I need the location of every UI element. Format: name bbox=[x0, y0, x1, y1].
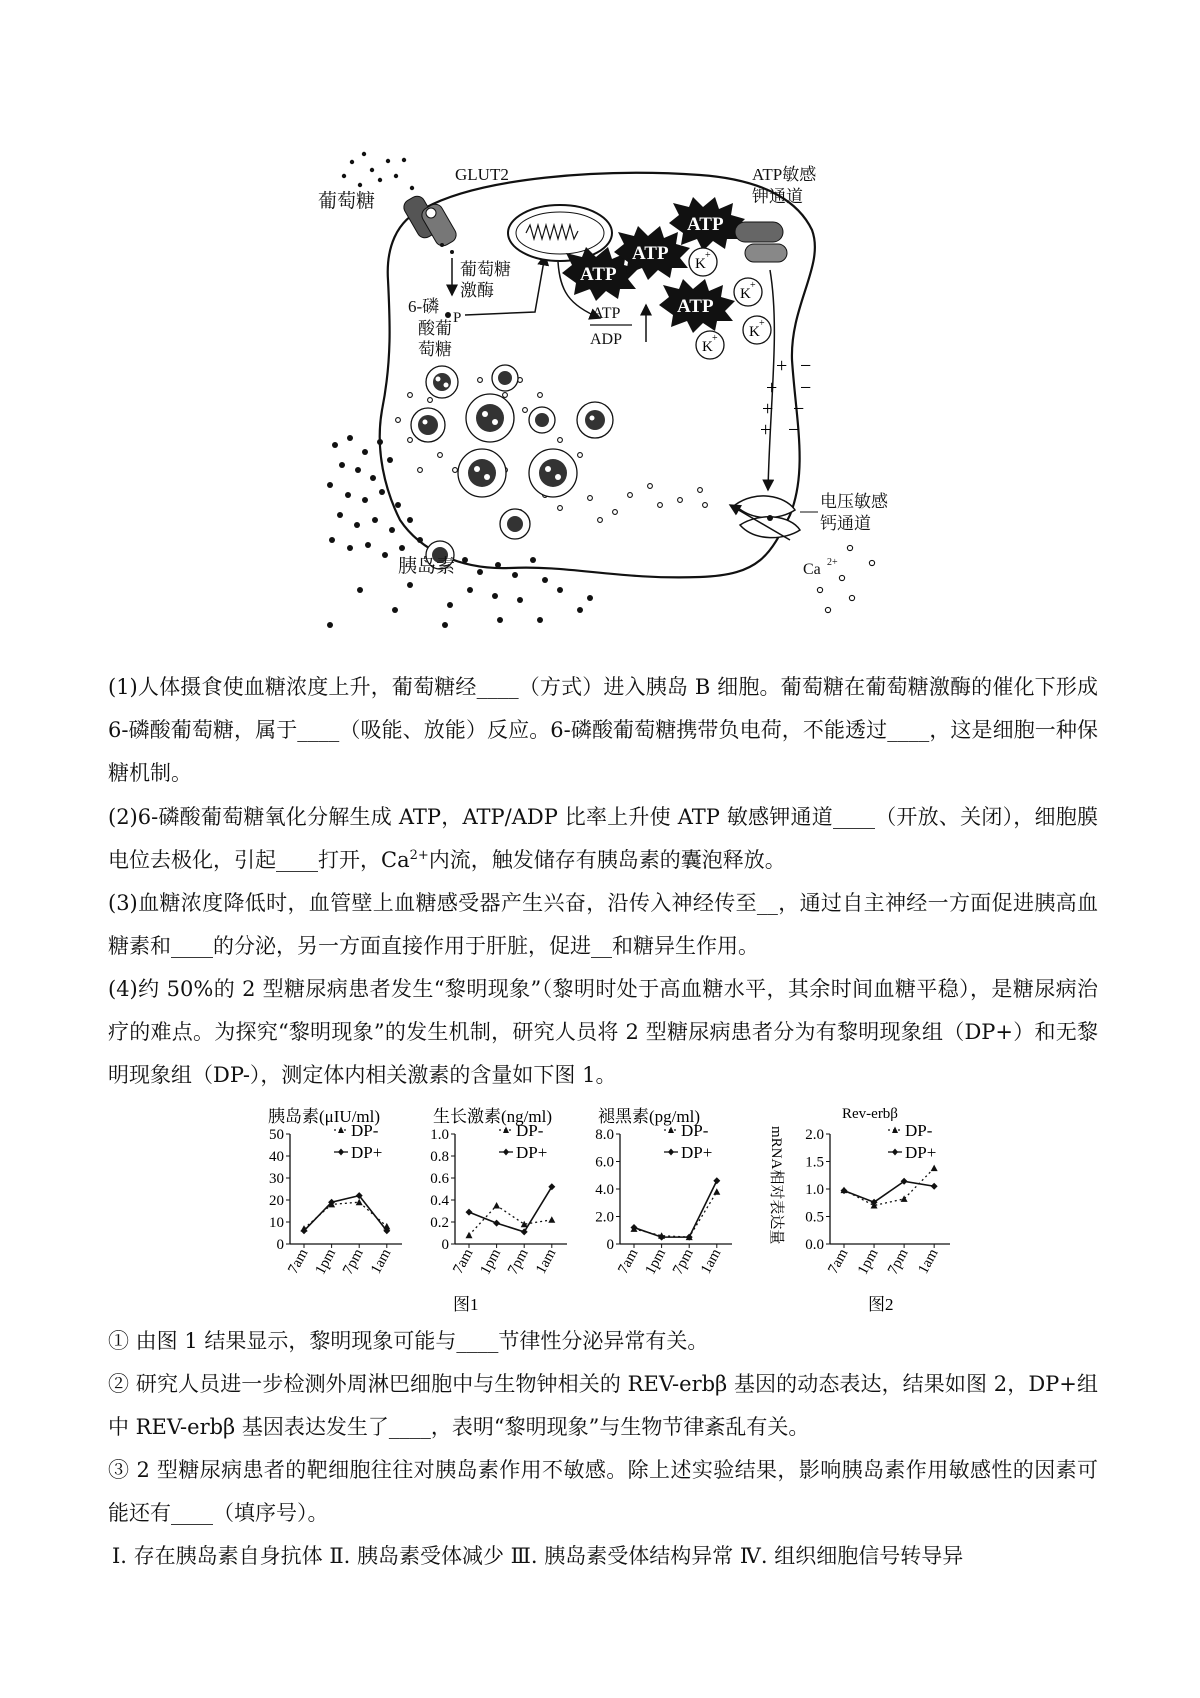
k-ion-4 bbox=[696, 331, 724, 359]
y-tick-label: 8.0 bbox=[595, 1127, 614, 1143]
x-tick-label: 1pm bbox=[477, 1246, 505, 1278]
y-tick-label: 0 bbox=[606, 1237, 614, 1253]
x-tick-label: 7pm bbox=[884, 1246, 912, 1278]
atp-text: ATP bbox=[677, 296, 714, 317]
k-ion-text: K bbox=[749, 324, 760, 340]
minus-sign: − bbox=[793, 398, 805, 420]
plus-sign: + bbox=[760, 419, 772, 441]
atp-text: ATP bbox=[632, 243, 669, 264]
series-line-DP- bbox=[469, 1206, 552, 1236]
data-point-diamond bbox=[493, 1220, 500, 1227]
x-tick-label: 7am bbox=[450, 1246, 477, 1277]
x-tick-label: 1am bbox=[368, 1246, 395, 1277]
hexokinase-label-1: 葡萄糖 bbox=[460, 260, 511, 279]
x-tick-label: 7pm bbox=[505, 1246, 532, 1278]
katp-channel bbox=[735, 222, 787, 262]
y-tick-label: 0.2 bbox=[430, 1215, 449, 1231]
figure-charts bbox=[0, 1100, 1200, 1320]
data-point-diamond bbox=[713, 1177, 720, 1184]
insulin-label: 胰岛素 bbox=[398, 556, 456, 577]
glut2-transporter bbox=[401, 193, 459, 248]
question-1: (1)人体摄食使血糖浓度上升，葡萄糖经____（方式）进入胰岛 B 细胞。葡萄糖在葡萄糖激酶的催化下形成 6-磷酸葡萄糖，属于____（吸能、放能）反应。6-磷酸葡萄糖携带负电荷，不能透过____，这是细胞一种保糖机制。 bbox=[108, 675, 1098, 785]
plus-sign: + bbox=[766, 377, 778, 399]
y-tick-label: 0.5 bbox=[805, 1209, 824, 1226]
k-ion-text: K bbox=[695, 256, 706, 272]
y-tick-label: 4.0 bbox=[595, 1182, 614, 1198]
y-axis-label: mRNA相对表达量 bbox=[768, 1126, 784, 1245]
k-ion-sup: + bbox=[750, 280, 756, 291]
hexokinase-label-2: 激酶 bbox=[460, 281, 494, 300]
question-2 bbox=[108, 796, 1098, 882]
legend-label: DP+ bbox=[905, 1143, 937, 1162]
answer-options: Ⅰ. 存在胰岛素自身抗体 Ⅱ. 胰岛素受体减少 Ⅲ. 胰岛素受体结构异常 Ⅳ. 组织细胞信号转导异 bbox=[112, 1544, 964, 1568]
k-ion-2 bbox=[734, 278, 762, 306]
x-tick-label: 1pm bbox=[312, 1246, 340, 1278]
k-ion-sup: + bbox=[705, 250, 711, 261]
figure-2-caption: 图2 bbox=[868, 1295, 894, 1314]
ca-channel-label-2: 钙通道 bbox=[820, 514, 871, 533]
legend-marker bbox=[892, 1149, 898, 1156]
data-point-diamond bbox=[521, 1228, 528, 1235]
y-tick-label: 1.0 bbox=[805, 1182, 824, 1198]
ca-ion-sup: 2+ bbox=[827, 557, 838, 568]
series-line-DP+ bbox=[304, 1196, 387, 1231]
legend-label: DP+ bbox=[516, 1143, 548, 1162]
series-line-DP+ bbox=[844, 1181, 934, 1202]
legend-label: DP- bbox=[516, 1121, 544, 1140]
question-4: (4)约 50%的 2 型糖尿病患者发生“黎明现象”（黎明时处于高血糖水平，其余时间血糖平稳），是糖尿病治疗的难点。为探究“黎明现象”的发生机制，研究人员将 2 型糖尿病患者分为有黎明现象组（DP+）和无黎明现象组（DP-），测定体内相关激素的含量如下图 1。 bbox=[108, 977, 1098, 1087]
beta-cell-diagram bbox=[0, 0, 1200, 650]
katp-label-2: 钾通道 bbox=[752, 187, 803, 206]
y-tick-label: 2.0 bbox=[595, 1209, 614, 1226]
membrane-charges bbox=[760, 355, 811, 441]
x-tick-label: 7am bbox=[825, 1246, 852, 1277]
x-tick-label: 7pm bbox=[340, 1246, 367, 1278]
legend-marker bbox=[503, 1149, 509, 1156]
mitochondrion bbox=[508, 205, 612, 261]
atp-text: ATP bbox=[580, 264, 617, 285]
series-line-DP+ bbox=[469, 1187, 552, 1232]
question-2-text-b: 内流，触发储存有胰岛素的囊泡释放。 bbox=[428, 848, 786, 872]
legend-label: DP- bbox=[681, 1121, 709, 1140]
y-tick-label: 0.8 bbox=[430, 1149, 449, 1165]
data-point-diamond bbox=[466, 1209, 473, 1216]
chart-title: 褪黑素(pg/ml) bbox=[598, 1107, 700, 1126]
sub-question-1: ① 由图 1 结果显示，黎明现象可能与____节律性分泌异常有关。 bbox=[108, 1329, 709, 1353]
k-ion-3 bbox=[743, 316, 771, 344]
x-tick-label: 7am bbox=[615, 1246, 642, 1277]
g6p-label-3: 萄糖 bbox=[418, 340, 452, 359]
chart-title: Rev-erbβ bbox=[842, 1106, 898, 1122]
x-tick-label: 1pm bbox=[854, 1246, 882, 1278]
y-tick-label: 10 bbox=[269, 1215, 284, 1231]
phosphate-dot bbox=[445, 312, 451, 318]
y-tick-label: 1.0 bbox=[430, 1127, 449, 1143]
minus-sign: − bbox=[800, 377, 812, 399]
data-point-triangle bbox=[901, 1195, 908, 1202]
y-tick-label: 0 bbox=[276, 1237, 284, 1253]
glut2-label: GLUT2 bbox=[455, 165, 509, 184]
x-tick-label: 1am bbox=[698, 1246, 725, 1277]
g6p-label-2: 酸葡 bbox=[418, 319, 452, 338]
legend-marker bbox=[668, 1127, 674, 1134]
legend-label: DP+ bbox=[351, 1143, 383, 1162]
y-tick-label: 0.0 bbox=[805, 1237, 824, 1253]
plus-sign: + bbox=[776, 355, 788, 377]
question-3: (3)血糖浓度降低时，血管壁上血糖感受器产生兴奋，沿传入神经传至__，通过自主神经一方面促进胰高血糖素和____的分泌，另一方面直接作用于肝脏，促进__和糖异生作用。 bbox=[108, 891, 1098, 958]
y-tick-label: 2.0 bbox=[805, 1127, 824, 1143]
x-tick-label: 1am bbox=[533, 1246, 560, 1277]
y-tick-label: 0.6 bbox=[430, 1171, 449, 1187]
legend-marker bbox=[338, 1127, 344, 1134]
figure-1-caption: 图1 bbox=[453, 1295, 479, 1314]
minus-sign: − bbox=[800, 355, 812, 377]
y-tick-label: 30 bbox=[269, 1171, 284, 1187]
series-line-DP- bbox=[844, 1168, 934, 1205]
legend-marker bbox=[892, 1127, 898, 1134]
atp-starburst-3 bbox=[669, 197, 745, 251]
x-tick-label: 1am bbox=[915, 1246, 942, 1277]
ratio-bottom: ADP bbox=[590, 331, 623, 348]
data-point-diamond bbox=[548, 1183, 555, 1190]
k-ion-text: K bbox=[740, 286, 751, 302]
legend-marker bbox=[668, 1149, 674, 1156]
legend-label: DP- bbox=[351, 1121, 379, 1140]
ca-channel-label-1: 电压敏感 bbox=[820, 492, 888, 511]
y-tick-label: 6.0 bbox=[595, 1154, 614, 1171]
data-point-triangle bbox=[713, 1188, 720, 1195]
data-point-diamond bbox=[931, 1183, 938, 1190]
data-point-triangle bbox=[548, 1216, 555, 1223]
data-point-triangle bbox=[493, 1202, 500, 1209]
katp-label-1: ATP敏感 bbox=[752, 165, 817, 184]
x-tick-label: 1pm bbox=[642, 1246, 670, 1278]
chart-title: 生长激素(ng/ml) bbox=[433, 1107, 552, 1126]
k-ion-sup: + bbox=[712, 333, 718, 344]
question-2-text-a: (2)6-磷酸葡萄糖氧化分解生成 ATP，ATP/ADP 比率上升使 ATP 敏感钾通道____（开放、关闭），细胞膜电位去极化，引起____打开，Ca bbox=[108, 805, 1098, 872]
legend-marker bbox=[503, 1127, 509, 1134]
y-tick-label: 0 bbox=[441, 1237, 449, 1253]
question-2-superscript: 2+ bbox=[409, 848, 429, 863]
sub-question-3: ③ 2 型糖尿病患者的靶细胞往往对胰岛素作用不敏感。除上述实验结果，影响胰岛素作用敏感性的因素可能还有____（填序号）。 bbox=[108, 1458, 1098, 1525]
ca-ion-label: Ca bbox=[803, 561, 821, 578]
plus-sign: + bbox=[762, 398, 774, 420]
legend-label: DP+ bbox=[681, 1143, 713, 1162]
chart-title: 胰岛素(μIU/ml) bbox=[268, 1107, 381, 1126]
k-ion-sup: + bbox=[759, 318, 765, 329]
x-tick-label: 7pm bbox=[670, 1246, 697, 1278]
data-point-triangle bbox=[931, 1165, 938, 1172]
k-ion-text: K bbox=[702, 339, 713, 355]
y-tick-label: 0.4 bbox=[430, 1193, 449, 1209]
legend-label: DP- bbox=[905, 1121, 933, 1140]
g6p-p: P bbox=[453, 310, 462, 326]
glucose-dots bbox=[342, 152, 414, 190]
k-ion-1 bbox=[689, 248, 717, 276]
y-tick-label: 40 bbox=[269, 1149, 284, 1165]
sub-question-2: ② 研究人员进一步检测外周淋巴细胞中与生物钟相关的 REV-erbβ 基因的动态表达，结果如图 2，DP+组中 REV-erbβ 基因表达发生了____，表明“黎明现象”与生物节律紊乱有关。 bbox=[108, 1372, 1098, 1439]
y-tick-label: 1.5 bbox=[805, 1154, 824, 1171]
data-point-triangle bbox=[466, 1232, 473, 1239]
atp-text: ATP bbox=[687, 214, 724, 235]
y-tick-label: 50 bbox=[269, 1127, 284, 1143]
x-tick-label: 7am bbox=[285, 1246, 312, 1277]
minus-sign: − bbox=[788, 419, 800, 441]
atp-starburst-4 bbox=[659, 279, 735, 333]
ratio-top: ATP bbox=[592, 305, 621, 322]
legend-marker bbox=[338, 1149, 344, 1156]
g6p-label-1: 6-磷 bbox=[408, 297, 440, 316]
insulin-vesicles bbox=[411, 365, 613, 569]
series-line-DP- bbox=[634, 1192, 717, 1237]
glucose-label: 葡萄糖 bbox=[318, 191, 376, 212]
series-line-DP+ bbox=[634, 1181, 717, 1237]
y-tick-label: 20 bbox=[269, 1193, 284, 1209]
